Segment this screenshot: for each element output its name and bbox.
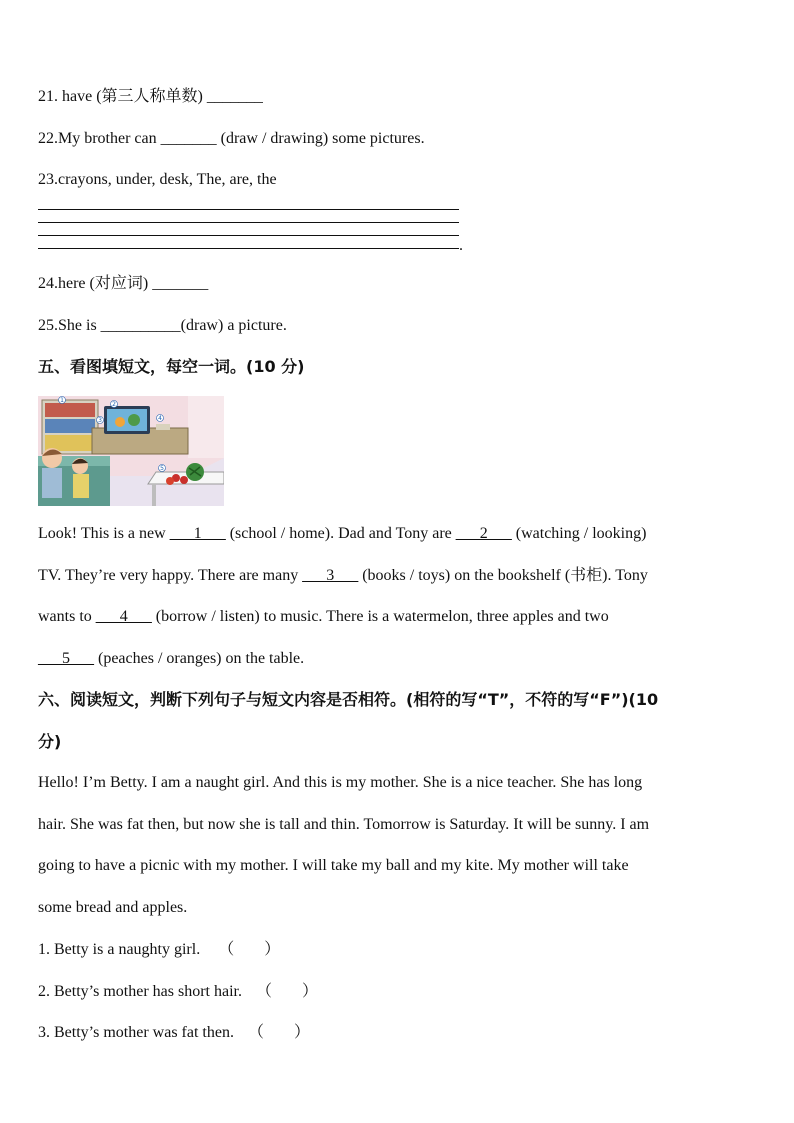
picture-label-5: 5: [160, 465, 164, 472]
tf-question-3: 3. Betty’s mother was fat then. （ ）: [38, 1024, 310, 1041]
blank-1[interactable]: ___1___: [169, 525, 226, 542]
section-5-heading: 五、看图填短文，每空一词。(10 分): [38, 357, 305, 376]
answer-box-2[interactable]: （ ）: [255, 983, 319, 1000]
reading-line-3: going to have a picnic with my mother. I will take my ball and my kite. My mother will take: [38, 857, 629, 875]
section-6-heading: 六、阅读短文，判断下列句子与短文内容是否相符。(相符的写“T”，不符的写“F”)(10: [38, 690, 659, 709]
reading-line-2: hair. She was fat then, but now she is tall and thin. Tomorrow is Saturday. It will be sunny. I am: [38, 815, 650, 833]
question-24: 24.here (对应词) _______: [38, 275, 209, 292]
question-25: 25.She is __________(draw) a picture.: [38, 317, 287, 334]
section-5-passage: [38, 524, 760, 690]
picture-label-2: 2: [112, 401, 116, 408]
picture-label-1: 1: [60, 397, 64, 404]
answer-line-1[interactable]: [38, 209, 459, 210]
question-22: 22.My brother can _______ (draw / drawing) some pictures.: [38, 130, 425, 147]
tf-question-2: 2. Betty’s mother has short hair. （ ）: [38, 983, 319, 1000]
reading-line-1: Hello! I’m Betty. I am a naught girl. And this is my mother. She is a nice teacher. She has long: [38, 774, 643, 791]
passage-line-2: TV. They’re very happy. There are many ___3___ (books / toys) on the bookshelf (书柜). Tony: [38, 566, 648, 584]
question-23: 23.crayons, under, desk, The, are, the: [38, 171, 277, 188]
passage-line-3: wants to ___4___ (borrow / listen) to music. There is a watermelon, three apples and two: [38, 608, 609, 626]
blank-2[interactable]: ___2___: [455, 525, 512, 542]
blank-3[interactable]: ___3___: [302, 566, 359, 584]
section-6-passage: [38, 773, 760, 939]
answer-line-2[interactable]: [38, 222, 459, 223]
passage-line-4: ___5___ (peaches / oranges) on the table.: [38, 649, 305, 667]
answer-line-period: .: [459, 237, 463, 254]
passage-line-1: Look! This is a new ___1___ (school / home). Dad and Tony are ___2___ (watching / looking): [38, 525, 647, 542]
answer-line-4[interactable]: [38, 248, 459, 249]
answer-box-3[interactable]: （ ）: [247, 1024, 310, 1041]
tf-question-1: 1. Betty is a naughty girl. （ ）: [38, 941, 281, 958]
question-21: 21. have (第三人称单数) _______: [38, 88, 263, 105]
blank-5[interactable]: ___5___: [38, 649, 94, 667]
living-room-picture: [38, 396, 224, 506]
picture-label-3: 3: [98, 417, 102, 424]
section-6-heading-cont: 分): [38, 732, 62, 751]
picture-label-4: 4: [158, 415, 162, 422]
answer-box-1[interactable]: （ ）: [218, 941, 281, 958]
blank-4[interactable]: ___4___: [95, 608, 152, 626]
reading-line-4: some bread and apples.: [38, 898, 188, 916]
answer-line-3[interactable]: [38, 235, 459, 236]
